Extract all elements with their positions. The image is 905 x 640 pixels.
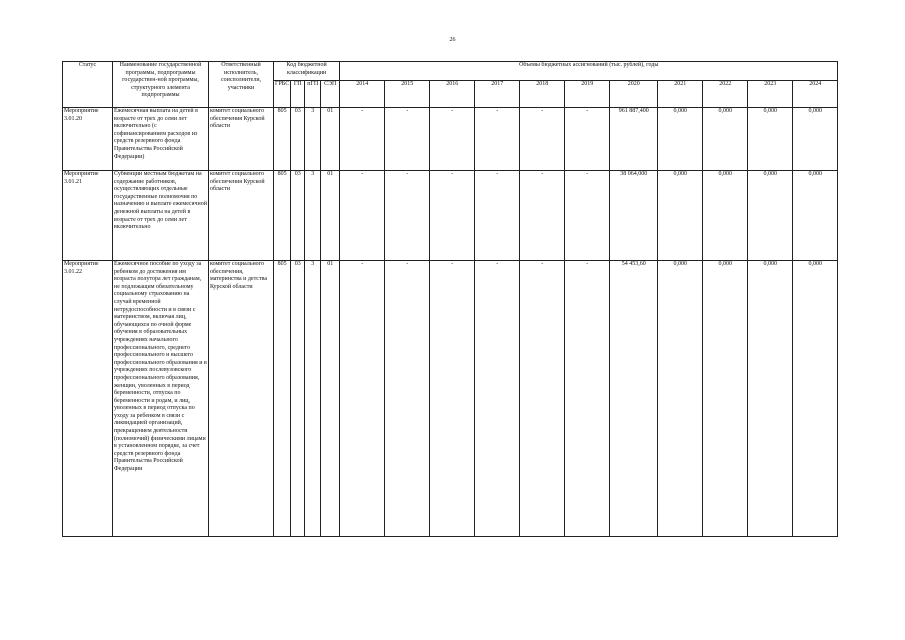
header-code-pgp: пГП: [305, 81, 321, 108]
row-value-2022: 0,000: [703, 261, 748, 537]
row-code-pgp: 3: [305, 108, 321, 171]
header-year: 2022: [703, 81, 748, 108]
row-code-sep: 01: [321, 171, 340, 261]
table-row: [63, 171, 838, 261]
header-name: Наименование государственной программы, подпрограммы государствен-ной программы, структурного элемента подпрограммы: [113, 62, 209, 108]
header-budget-code: Код бюджетной классификации: [274, 62, 340, 81]
row-value-2024: 0,000: [793, 261, 838, 537]
budget-table: [62, 61, 838, 537]
row-value-2023: 0,000: [748, 171, 793, 261]
row-code-gp: 03: [291, 108, 305, 171]
row-value-2017: -: [475, 171, 520, 261]
row-value-2019: -: [565, 108, 610, 171]
row-value-2019: -: [565, 261, 610, 537]
page-number: 26: [449, 37, 456, 43]
header-year: 2014: [340, 81, 385, 108]
row-value-2018: -: [520, 108, 565, 171]
row-value-2020: 54 453,60: [610, 261, 658, 537]
table-row: [63, 108, 838, 171]
row-value-2023: 0,000: [748, 261, 793, 537]
header-year: 2016: [430, 81, 475, 108]
row-code-gp: 03: [291, 171, 305, 261]
row-value-2024: 0,000: [793, 108, 838, 171]
row-value-2021: 0,000: [658, 261, 703, 537]
row-responsible: комитет социального обеспечения Курской области: [209, 171, 274, 261]
row-value-2024: 0,000: [793, 171, 838, 261]
row-value-2020: 961 887,400: [610, 108, 658, 171]
row-value-2020: 38 064,000: [610, 171, 658, 261]
row-value-2023: 0,000: [748, 108, 793, 171]
header-year: 2015: [385, 81, 430, 108]
row-value-2018: -: [520, 171, 565, 261]
row-value-2016: -: [430, 108, 475, 171]
row-name: Ежемесячное пособие по уходу за ребенком до достижения им возраста полутора лет гражданам, не подлежащим обязательному социальному страхованию на случай временной нетрудоспособности и в связи с материнством, включая лиц, обучающихся по очной форме обучения в образовательных учреждениях начального профессионального, среднего профессионального и высшего профессионального образования и в учреждениях послевузовского профессионального образования, женщин, уволенных в период беременности, отпуска по беременности и родам, и лиц, уволенных в период отпуска по уходу за ребенком в связи с ликвидацией организаций, прекращением деятельности (полномочий) физическими лицами в установленном порядке, за счет средств резервного фонда Правительства Российской Федерации: [113, 261, 209, 537]
row-status: Мероприятие 3.01.21: [63, 171, 113, 261]
row-value-2021: 0,000: [658, 171, 703, 261]
row-code-sep: 01: [321, 261, 340, 537]
header-code-sep: СЭП: [321, 81, 340, 108]
row-value-2016: -: [430, 171, 475, 261]
row-responsible: комитет социального обеспечения Курской области: [209, 108, 274, 171]
row-value-2016: -: [430, 261, 475, 537]
header-status: Статус: [63, 62, 113, 108]
row-value-2022: 0,000: [703, 108, 748, 171]
row-value-2014: -: [340, 171, 385, 261]
row-value-2015: -: [385, 108, 430, 171]
row-code-gp: 03: [291, 261, 305, 537]
header-year: 2020: [610, 81, 658, 108]
header-volume: Объемы бюджетных ассигнований (тыс. рублей), годы: [340, 62, 838, 81]
row-value-2019: -: [565, 171, 610, 261]
row-value-2017: -: [475, 261, 520, 537]
row-value-2021: 0,000: [658, 108, 703, 171]
header-year: 2018: [520, 81, 565, 108]
row-code-grbs: 805: [274, 108, 291, 171]
row-responsible: комитет социального обеспечения, материнства и детства Курской области: [209, 261, 274, 537]
row-status: Мероприятие 3.01.20: [63, 108, 113, 171]
row-value-2014: -: [340, 108, 385, 171]
row-value-2015: -: [385, 261, 430, 537]
row-name: Ежемесячная выплата на детей в возрасте от трех до семи лет включительно (с софинансированием расходов из средств резервного фонда Правительства Российской Федерации): [113, 108, 209, 171]
row-value-2017: -: [475, 108, 520, 171]
table-row: [63, 261, 838, 537]
row-code-pgp: 3: [305, 171, 321, 261]
header-year: 2021: [658, 81, 703, 108]
row-name: Субвенции местным бюджетам на содержание работников, осуществляющих отдельные государственные полномочия по назначению и выплате ежемесячной денежной выплаты на детей в возрасте от трех до семи лет включительно: [113, 171, 209, 261]
row-value-2015: -: [385, 171, 430, 261]
header-year: 2019: [565, 81, 610, 108]
row-code-sep: 01: [321, 108, 340, 171]
header-year: 2024: [793, 81, 838, 108]
row-status: Мероприятие 3.01.22: [63, 261, 113, 537]
header-responsible: Ответственный исполнитель, соисполнители, участники: [209, 62, 274, 108]
row-code-grbs: 805: [274, 171, 291, 261]
row-value-2018: -: [520, 261, 565, 537]
row-code-pgp: 3: [305, 261, 321, 537]
row-code-grbs: 805: [274, 261, 291, 537]
header-year: 2023: [748, 81, 793, 108]
header-code-gp: ГП: [291, 81, 305, 108]
header-code-grbs: ГРБС: [274, 81, 291, 108]
row-value-2014: -: [340, 261, 385, 537]
row-value-2022: 0,000: [703, 171, 748, 261]
header-year: 2017: [475, 81, 520, 108]
